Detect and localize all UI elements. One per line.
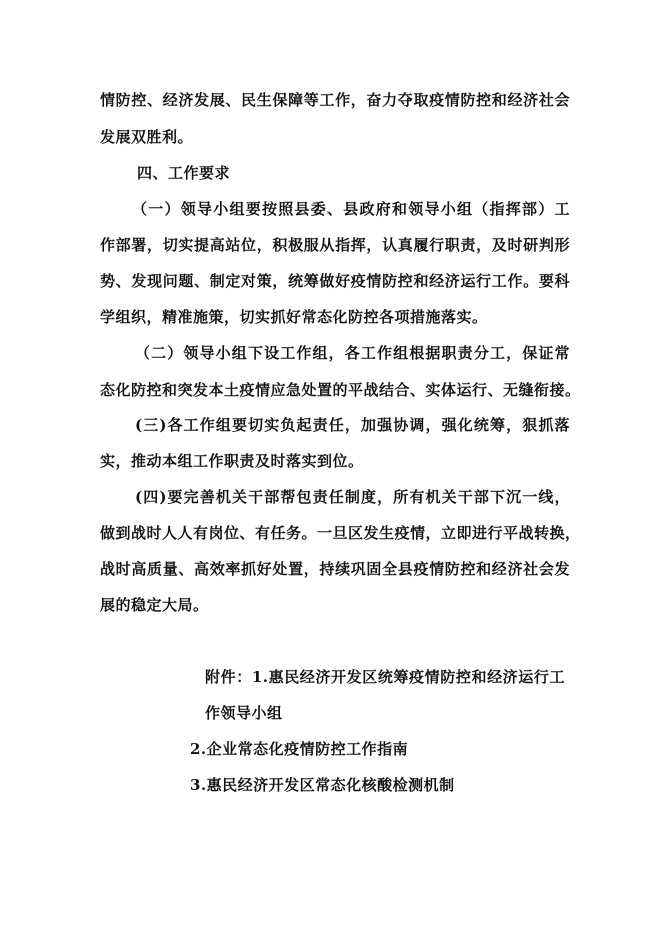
paragraph-1-line-1: 情防控、经济发展、民生保障等工作，奋力夺取疫情防控和经济社会 [100, 91, 570, 109]
paragraph-2-line-1: （一）领导小组要按照县委、县政府和领导小组（指挥部）工 [132, 200, 570, 218]
attachment-3: 3.惠民经济开发区常态化核酸检测机制 [190, 776, 455, 794]
paragraph-5-line-4: 展的稳定大局。 [100, 596, 209, 614]
attachment-1-line-1: 附件：1.惠民经济开发区统筹疫情防控和经济运行工 [205, 668, 565, 686]
section-title: 四、工作要求 [137, 164, 231, 182]
paragraph-3-line-1: （二）领导小组下设工作组，各工作组根据职责分工，保证常 [135, 344, 570, 362]
paragraph-2-line-4: 学组织，精准施策，切实抓好常态化防控各项措施落实。 [100, 308, 488, 326]
paragraph-1-line-2: 发展双胜利。 [100, 128, 194, 146]
paragraph-2-line-2: 作部署，切实提高站位，积极服从指挥，认真履行职责，及时研判形 [100, 236, 570, 254]
paragraph-3-line-2: 态化防控和突发本土疫情应急处置的平战结合、实体运行、无缝衔接。 [100, 381, 581, 399]
attachment-2: 2.企业常态化疫情防控工作指南 [190, 740, 409, 758]
attachment-1-line-2: 作领导小组 [205, 704, 283, 722]
paragraph-5-line-1: (四)要完善机关干部帮包责任制度，所有机关干部下沉一线， [135, 488, 570, 506]
paragraph-4-line-1: (三)各工作组要切实负起责任，加强协调，强化统筹，狠抓落 [135, 416, 570, 434]
paragraph-4-line-2: 实，推动本组工作职责及时落实到位。 [100, 452, 364, 470]
paragraph-5-line-3: 战时高质量、高效率抓好处置，持续巩固全县疫情防控和经济社会发 [100, 560, 570, 578]
paragraph-2-line-3: 势、发现问题、制定对策，统筹做好疫情防控和经济运行工作。要科 [100, 272, 570, 290]
paragraph-5-line-2: 做到战时人人有岗位、有任务。一旦区发生疫情，立即进行平战转换， [100, 524, 581, 542]
